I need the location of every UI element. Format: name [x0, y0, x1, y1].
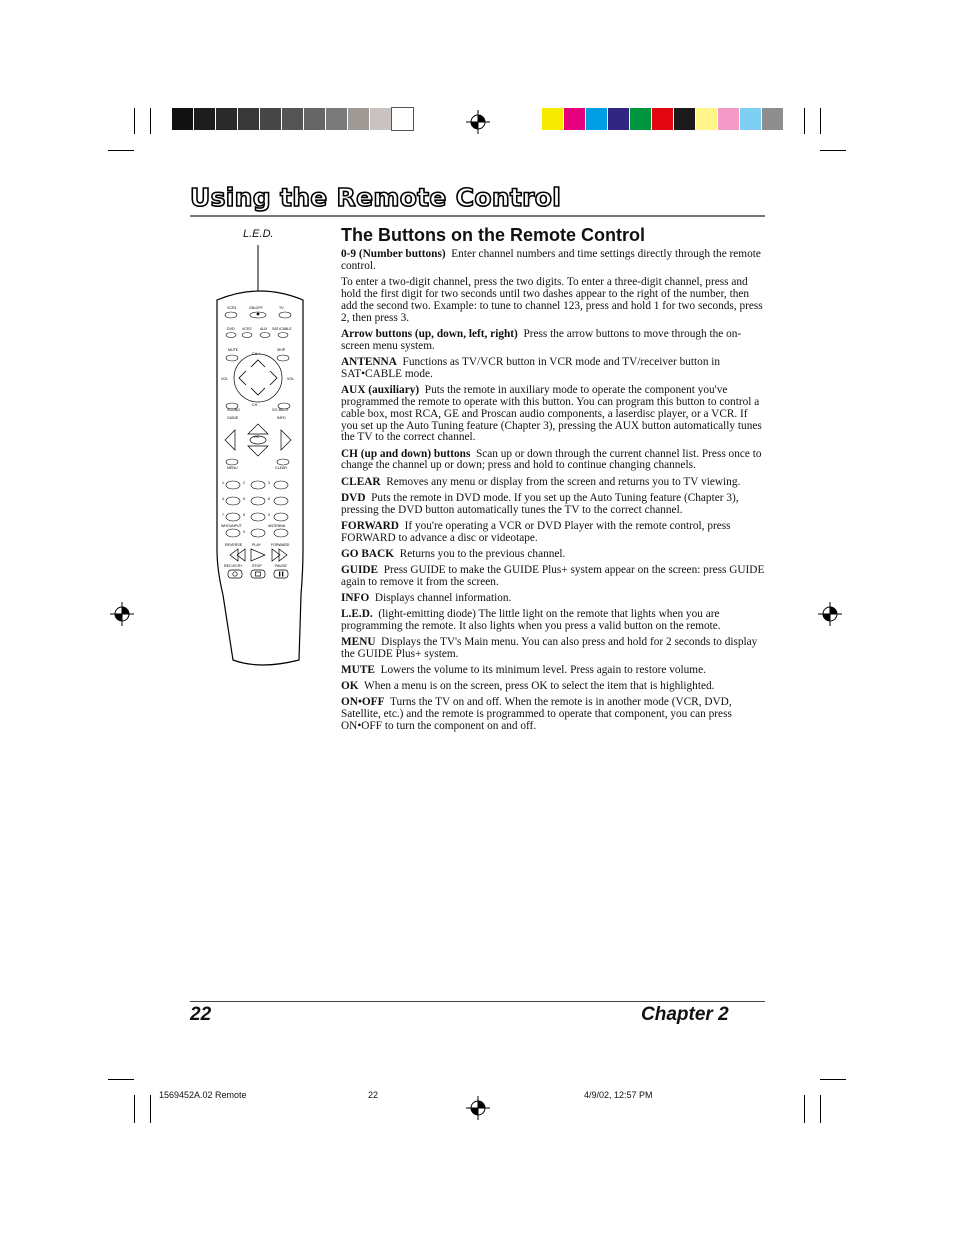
- num1-label: 1: [222, 481, 224, 485]
- vol-right-label: VOL: [287, 377, 295, 381]
- remote-illustration: [205, 240, 315, 680]
- onoff-label: ON•OFF: [249, 306, 263, 310]
- entry-text: Displays the TV's Main menu. You can also press and hold for 2 seconds to display the GUIDE Plus+ system.: [341, 635, 758, 660]
- entry-text: Functions as TV/VCR button in VCR mode and TV/receiver button in SAT•CABLE mode.: [341, 355, 721, 380]
- antenna-label: ANTENNA: [268, 524, 286, 528]
- entry-term: CLEAR: [341, 475, 381, 488]
- entry-text: Displays channel information.: [374, 591, 512, 604]
- color-swatch: [586, 108, 607, 130]
- entry: [341, 521, 765, 545]
- entry-term: AUX (auxiliary): [341, 383, 420, 396]
- entry-text: Press the arrow buttons to move through the on-screen menu system.: [341, 327, 742, 352]
- num5-label: 5: [243, 497, 245, 501]
- entry-text: When a menu is on the screen, press OK to select the item that is highlighted.: [364, 679, 715, 692]
- guide-label: GUIDE: [227, 416, 239, 420]
- registration-mark-right: [818, 602, 842, 626]
- color-swatch: [630, 108, 651, 130]
- reverse-label: REVERSE: [225, 543, 243, 547]
- satcable-label: SAT•CABLE: [272, 327, 292, 331]
- color-swatch: [564, 108, 585, 130]
- color-swatch: [696, 108, 717, 130]
- skip-label: SKIP: [277, 348, 286, 352]
- entry-term: DVD: [341, 491, 366, 504]
- color-swatch: [718, 108, 739, 130]
- slug-date: 4/9/02, 12:57 PM: [584, 1090, 653, 1100]
- entry: [341, 357, 765, 381]
- num9-label: 9: [268, 513, 270, 517]
- registration-mark-top: [466, 110, 490, 134]
- entry-text: If you're operating a VCR or DVD Player with the remote control, press FORWARD to advance a disc or videotape.: [341, 519, 731, 544]
- num2-label: 2: [243, 481, 245, 485]
- color-swatch: [652, 108, 673, 130]
- entry: [341, 593, 765, 605]
- num4-label: 4: [222, 497, 224, 501]
- entry-text: Lowers the volume to its minimum level. Press again to restore volume.: [380, 663, 706, 676]
- gray-swatch: [348, 108, 369, 130]
- vcr1-label: VCR1: [227, 306, 237, 310]
- recvcr-label: REC•VCR+: [224, 564, 243, 568]
- entry-text: Scan up or down through the current channel list. Press once to change the channel up or down; press and hold to continue changing channels.: [341, 447, 762, 472]
- entry-text: Puts the remote in DVD mode. If you set up the Auto Tuning feature (Chapter 3), pressing the DVD button automatically tunes the TV to the correct channel.: [341, 491, 739, 516]
- num6-label: 6: [268, 497, 270, 501]
- button-descriptions: [341, 249, 765, 737]
- entry: [341, 565, 765, 589]
- entry: [341, 477, 765, 489]
- entry-text: (light-emitting diode) The little light on the remote that lights when you are programming the remote. It also lights when you press a valid button on the remote.: [341, 607, 721, 632]
- menu-label: MENU: [227, 466, 238, 470]
- tv-label: TV: [279, 306, 284, 310]
- entry-text: Turns the TV on and off. When the remote is in another mode (VCR, DVD, Satellite, etc.) and the remote is programmed to operate that component, you can press ON•OFF to turn the component on and off.: [341, 696, 732, 732]
- gray-swatch: [282, 108, 303, 130]
- entry-term: Arrow buttons (up, down, left, right): [341, 327, 518, 340]
- page-title: Using the Remote Control: [190, 183, 562, 212]
- entry-text: Press GUIDE to make the GUIDE Plus+ system appear on the screen: press GUIDE again to remove it from the screen.: [341, 563, 765, 588]
- entry-text: Returns you to the previous channel.: [399, 547, 566, 560]
- entry-term: GUIDE: [341, 563, 379, 576]
- whoinput-label: WHO•INPUT: [221, 524, 242, 528]
- gray-swatch: [370, 108, 391, 130]
- mute-label: MUTE: [228, 348, 239, 352]
- ok-label: OK: [254, 435, 260, 439]
- header-rule: [190, 215, 765, 217]
- entry: [341, 277, 765, 325]
- gray-swatch: [216, 108, 237, 130]
- aux-label: AUX: [260, 327, 268, 331]
- num0-label: 0: [243, 530, 245, 534]
- entry-term: MUTE: [341, 663, 375, 676]
- color-swatch: [674, 108, 695, 130]
- entry-text: Removes any menu or display from the screen and returns you to TV viewing.: [386, 475, 741, 488]
- chdown-label: CH -: [252, 403, 260, 407]
- entry: [341, 637, 765, 661]
- vol-left-label: VOL: [221, 377, 229, 381]
- chapter-label: Chapter 2: [641, 1004, 729, 1025]
- num3-label: 3: [268, 481, 270, 485]
- entry: [341, 329, 765, 353]
- entry-text: To enter a two-digit channel, press the two digits. To enter a three-digit channel, press and hold the first digit for two seconds until two dashes appear to the right of the number, then add the second two. Example: to tune to channel 123, press and hold 1 for two seconds, press 2, then press 3.: [341, 276, 763, 324]
- color-swatch: [542, 108, 563, 130]
- vcr2-label: VCR2: [242, 327, 252, 331]
- entry-term: OK: [341, 679, 359, 692]
- section-title: The Buttons on the Remote Control: [341, 225, 645, 245]
- forward-label: FORWARD: [271, 543, 290, 547]
- led-indicator: [257, 313, 260, 316]
- gray-swatch: [172, 108, 193, 130]
- gray-swatch: [304, 108, 325, 130]
- chup-label: CH +: [252, 352, 261, 356]
- gray-swatch: [392, 108, 413, 130]
- clear-label: CLEAR: [275, 466, 287, 470]
- slug-page: 22: [368, 1090, 379, 1100]
- entry-term: 0-9 (Number buttons): [341, 248, 446, 260]
- page-number: 22: [190, 1004, 212, 1025]
- color-swatch: [608, 108, 629, 130]
- gray-swatch: [194, 108, 215, 130]
- info-label: INFO: [277, 416, 286, 420]
- entry-term: FORWARD: [341, 519, 399, 532]
- entry: [341, 385, 765, 445]
- entry-text: Puts the remote in auxiliary mode to operate the component you've programmed the remote to operate with this button. You can program this button to control a cable box, most RCA, GE and Proscan audio components, a laserdisc player, or a VCR. If you set up the Auto Tuning feature (Chapter 3), pressing the AUX button automatically tunes the TV to the correct channel.: [341, 383, 762, 444]
- stop-label: STOP: [252, 564, 262, 568]
- led-label: L.E.D.: [243, 228, 274, 240]
- num7-label: 7: [222, 513, 224, 517]
- play-label: PLAY: [252, 543, 261, 547]
- dvd-label: DVD: [227, 327, 235, 331]
- entry: [341, 681, 765, 693]
- gray-swatch: [260, 108, 281, 130]
- entry: [341, 609, 765, 633]
- footer-rule: [190, 1001, 765, 1002]
- entry-term: CH (up and down) buttons: [341, 447, 471, 460]
- entry: [341, 549, 765, 561]
- entry-term: ANTENNA: [341, 355, 397, 368]
- entry-term: ON•OFF: [341, 696, 385, 708]
- entry: [341, 697, 765, 733]
- entry-term: L.E.D.: [341, 607, 373, 620]
- color-swatch: [762, 108, 783, 130]
- num8-label: 8: [243, 513, 245, 517]
- entry-term: GO BACK: [341, 547, 395, 560]
- entry: [341, 665, 765, 677]
- pause-label: PAUSE: [275, 564, 287, 568]
- entry: [341, 493, 765, 517]
- entry: [341, 249, 765, 273]
- color-swatch: [740, 108, 761, 130]
- gray-swatch: [326, 108, 347, 130]
- registration-mark-bottom: [466, 1096, 490, 1120]
- registration-mark-left: [110, 602, 134, 626]
- entry-term: MENU: [341, 635, 376, 648]
- slug-file: 1569452A.02 Remote: [159, 1090, 247, 1100]
- entry-text: Enter channel numbers and time settings directly through the remote control.: [341, 248, 761, 272]
- entry-term: INFO: [341, 591, 370, 604]
- goback-label: GO BACK: [272, 408, 289, 412]
- gray-swatch: [238, 108, 259, 130]
- entry: [341, 449, 765, 473]
- sound-label: SOUND: [227, 408, 240, 412]
